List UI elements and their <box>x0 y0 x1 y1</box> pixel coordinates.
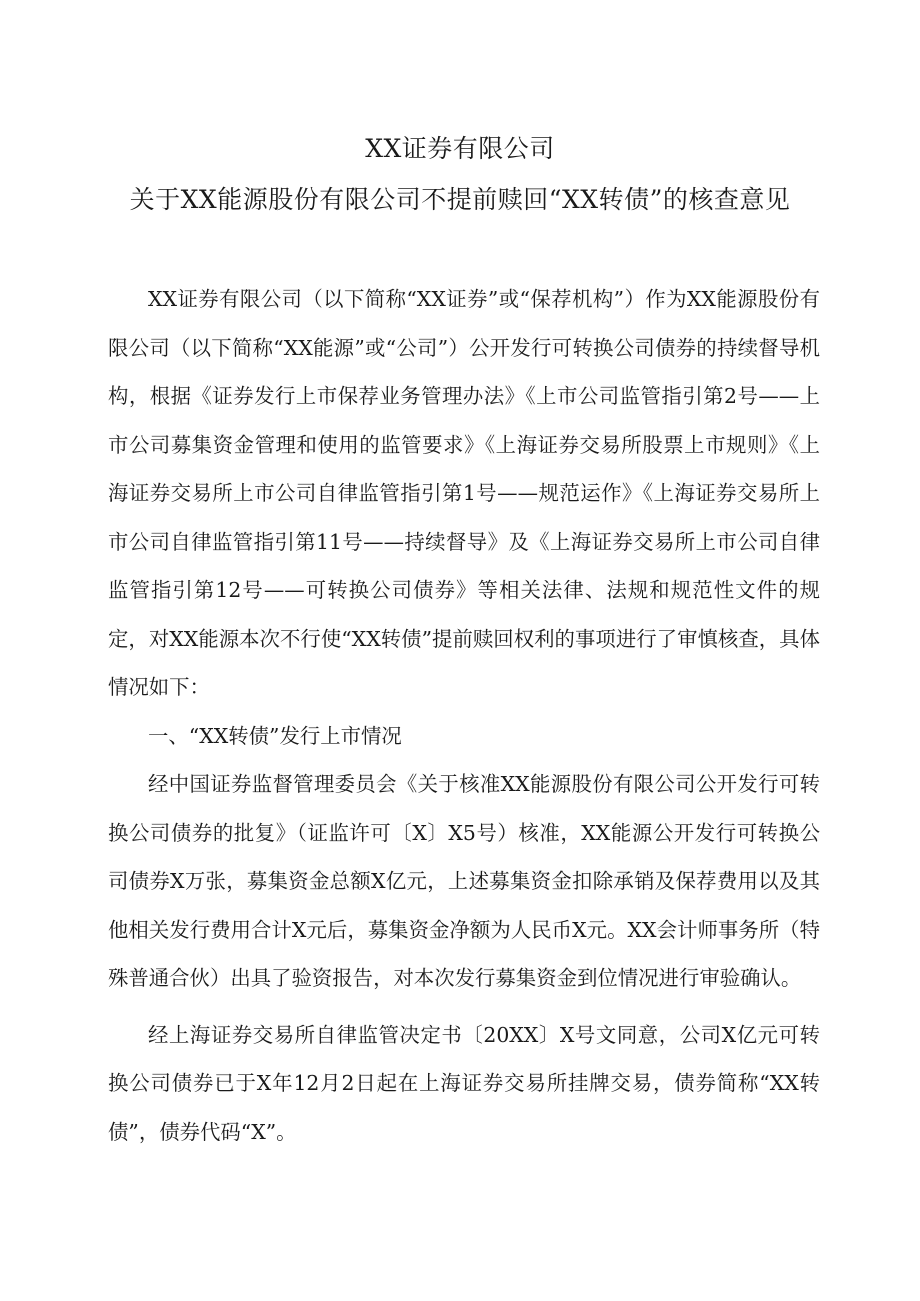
company-title: XX证券有限公司 <box>365 134 555 163</box>
paragraph-gap <box>108 1003 820 1011</box>
intro-paragraph: XX证券有限公司（以下简称“XX证券”或“保荐机构”）作为XX能源股份有限公司（以下简称“XX能源”或“公司”）公开发行可转换公司债券的持续督导机构，根据《证券发行上市保荐业务管理办法》《上市公司监管指引第2号——上市公司募集资金管理和使用的监管要求》《上海证券交易所股票上市规则》《上海证券交易所上市公司自律监管指引第1号——规范运作》《上海证券交易所上市公司自律监管指引第11号——持续督导》及《上海证券交易所上市公司自律监管指引第12号——可转换公司债券》等相关法律、法规和规范性文件的规定，对XX能源本次不行使“XX转债”提前赎回权利的事项进行了审慎核查，具体情况如下： <box>108 287 820 699</box>
section1-paragraph-1: 经中国证券监督管理委员会《关于核准XX能源股份有限公司公开发行可转换公司债券的批复》（证监许可〔X〕X5号）核准，XX能源公开发行可转换公司债券X万张，募集资金总额X亿元，上述募集资金扣除承销及保荐费用以及其他相关发行费用合计X元后，募集资金净额为人民币X元。XX会计师事务所（特殊普通合伙）出具了验资报告，对本次发行募集资金到位情况进行审验确认。 <box>108 772 820 990</box>
section1-paragraph-2: 经上海证券交易所自律监管决定书〔20XX〕X号文同意，公司X亿元可转换公司债券已于X年12月2日起在上海证券交易所挂牌交易，债券简称“XX转债”，债券代码“X”。 <box>108 1022 820 1144</box>
document-body <box>108 275 820 1156</box>
section-heading-1: 一、“XX转债”发行上市情况 <box>148 723 402 748</box>
document-title: 关于XX能源股份有限公司不提前赎回“XX转债”的核查意见 <box>129 185 791 214</box>
